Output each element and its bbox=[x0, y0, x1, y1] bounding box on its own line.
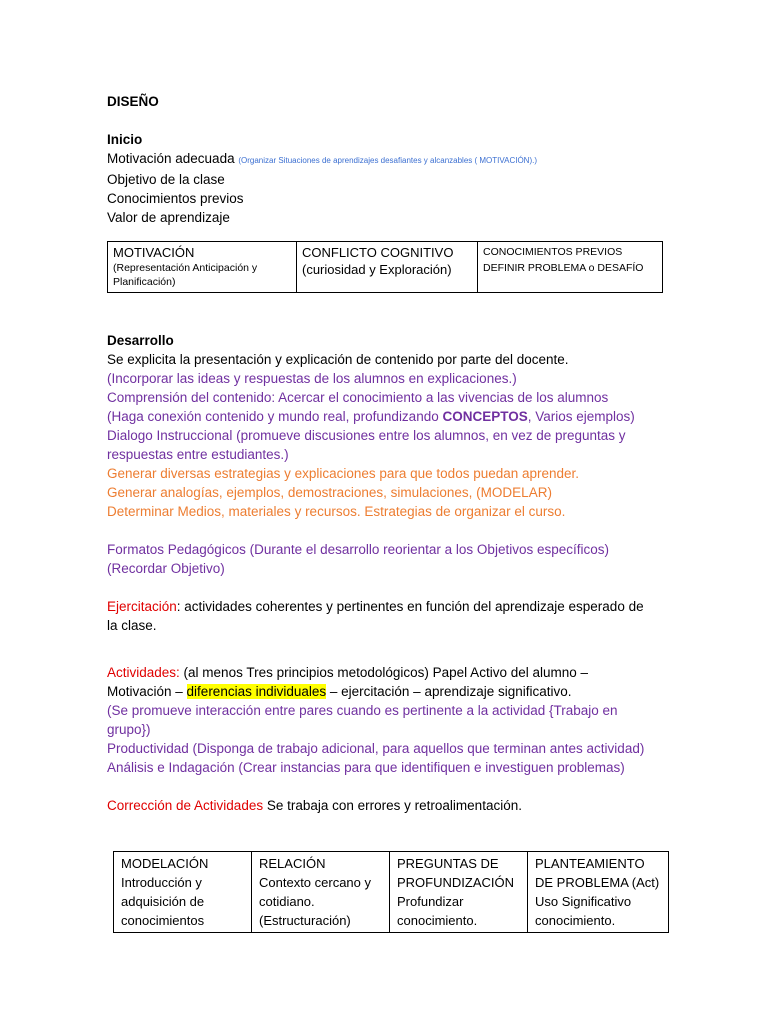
desarrollo-line: (Incorporar las ideas y respuestas de los alumnos en explicaciones.) bbox=[107, 371, 517, 386]
cell-line: (Estructuración) bbox=[259, 913, 351, 928]
actividades-line: grupo}) bbox=[107, 722, 151, 737]
inicio-item: Valor de aprendizaje bbox=[107, 210, 230, 225]
desarrollo-line: Determinar Medios, materiales y recursos. Estrategias de organizar el curso. bbox=[107, 504, 566, 519]
correccion-line bbox=[107, 796, 667, 815]
highlighted-text: diferencias individuales bbox=[186, 684, 327, 699]
metodologia-table bbox=[113, 851, 669, 933]
desarrollo-line: Se explicita la presentación y explicación de contenido por parte del docente. bbox=[107, 352, 569, 367]
cell-subtitle: (curiosidad y Exploración) bbox=[302, 262, 452, 277]
ejercitacion-line bbox=[107, 597, 667, 616]
table-cell-relacion bbox=[252, 852, 390, 933]
text-span: , Varios ejemplos) bbox=[527, 409, 635, 424]
cell-title: CONFLICTO COGNITIVO bbox=[302, 245, 454, 260]
desarrollo-line: Generar diversas estrategias y explicaciones para que todos puedan aprender. bbox=[107, 466, 580, 481]
actividades-label: Actividades: bbox=[107, 665, 180, 680]
cell-line: DE PROBLEMA (Act) bbox=[535, 875, 660, 890]
desarrollo-line: Generar analogías, ejemplos, demostraciones, simulaciones, (MODELAR) bbox=[107, 485, 552, 500]
actividades-line bbox=[107, 663, 667, 682]
text-span: (Haga conexión contenido y mundo real, profundizando bbox=[107, 409, 443, 424]
spacer bbox=[107, 293, 667, 331]
formatos-line: Formatos Pedagógicos (Durante el desarrollo reorientar a los Objetivos específicos) bbox=[107, 542, 609, 557]
actividades-line bbox=[107, 682, 667, 701]
cell-line: PLANTEAMIENTO bbox=[535, 856, 645, 871]
conceptos-bold: CONCEPTOS bbox=[442, 409, 528, 424]
text-span: : actividades coherentes y pertinentes en función del aprendizaje esperado de bbox=[176, 599, 644, 614]
spacer bbox=[107, 111, 667, 130]
inicio-heading: Inicio bbox=[107, 132, 143, 147]
inicio-table bbox=[107, 241, 663, 293]
table-cell-planteamiento bbox=[528, 852, 669, 933]
correccion-label: Corrección de Actividades bbox=[107, 798, 264, 813]
desarrollo-line bbox=[107, 407, 667, 426]
cell-line: PROFUNDIZACIÓN bbox=[397, 875, 514, 890]
cell-title: MOTIVACIÓN bbox=[113, 245, 195, 260]
ejercitacion-label: Ejercitación bbox=[107, 599, 177, 614]
cell-line: conocimientos bbox=[121, 913, 205, 928]
spacer bbox=[107, 777, 667, 796]
cell-line: PREGUNTAS DE bbox=[397, 856, 499, 871]
table-cell-conflicto bbox=[297, 242, 478, 293]
ejercitacion-line: la clase. bbox=[107, 618, 157, 633]
spacer bbox=[107, 635, 667, 654]
cell-line: DEFINIR PROBLEMA o DESAFÍO bbox=[483, 262, 644, 274]
inicio-item: Conocimientos previos bbox=[107, 191, 244, 206]
page-title: DISEÑO bbox=[107, 94, 159, 109]
cell-line: MODELACIÓN bbox=[121, 856, 209, 871]
spacer bbox=[107, 654, 667, 663]
cell-line: RELACIÓN bbox=[259, 856, 326, 871]
motivacion-line bbox=[107, 149, 667, 170]
actividades-line: Productividad (Disponga de trabajo adicional, para aquellos que terminan antes actividad) bbox=[107, 741, 645, 756]
desarrollo-heading: Desarrollo bbox=[107, 333, 174, 348]
cell-subtitle: (Representación Anticipación y Planificación) bbox=[113, 262, 258, 288]
inicio-item: Objetivo de la clase bbox=[107, 172, 225, 187]
text-span: (al menos Tres principios metodológicos) Papel Activo del alumno – bbox=[179, 665, 589, 680]
text-span: – ejercitación – aprendizaje significativo. bbox=[326, 684, 572, 699]
desarrollo-line: respuestas entre estudiantes.) bbox=[107, 447, 289, 462]
spacer bbox=[107, 521, 667, 540]
text-span: Motivación – bbox=[107, 684, 187, 699]
actividades-line: (Se promueve interacción entre pares cuando es pertinente a la actividad {Trabajo en bbox=[107, 703, 618, 718]
cell-line: Introducción y bbox=[121, 875, 202, 890]
cell-line: conocimiento. bbox=[535, 913, 616, 928]
desarrollo-line: Dialogo Instruccional (promueve discusiones entre los alumnos, en vez de preguntas y bbox=[107, 428, 626, 443]
formatos-line: (Recordar Objetivo) bbox=[107, 561, 225, 576]
cell-line: Profundizar bbox=[397, 894, 464, 909]
cell-line: Uso Significativo bbox=[535, 894, 632, 909]
table-cell-modelacion bbox=[114, 852, 252, 933]
cell-line: Contexto cercano y bbox=[259, 875, 372, 890]
actividades-line: Análisis e Indagación (Crear instancias para que identifiquen e investiguen problemas) bbox=[107, 760, 625, 775]
text-span: Se trabaja con errores y retroalimentación. bbox=[263, 798, 522, 813]
table-cell-motivacion bbox=[108, 242, 297, 293]
motivacion-note: (Organizar Situaciones de aprendizajes desafiantes y alcanzables ( MOTIVACIÓN).) bbox=[238, 156, 538, 165]
table-cell-conocimientos bbox=[478, 242, 663, 293]
table-cell-preguntas bbox=[390, 852, 528, 933]
motivacion-text: Motivación adecuada bbox=[107, 151, 235, 166]
cell-line: conocimiento. bbox=[397, 913, 478, 928]
desarrollo-line: Comprensión del contenido: Acercar el conocimiento a las vivencias de los alumnos bbox=[107, 390, 609, 405]
cell-line: adquisición de bbox=[121, 894, 205, 909]
spacer bbox=[107, 578, 667, 597]
document-body bbox=[107, 92, 667, 815]
cell-line: CONOCIMIENTOS PREVIOS bbox=[483, 246, 623, 258]
cell-line: cotidiano. bbox=[259, 894, 315, 909]
